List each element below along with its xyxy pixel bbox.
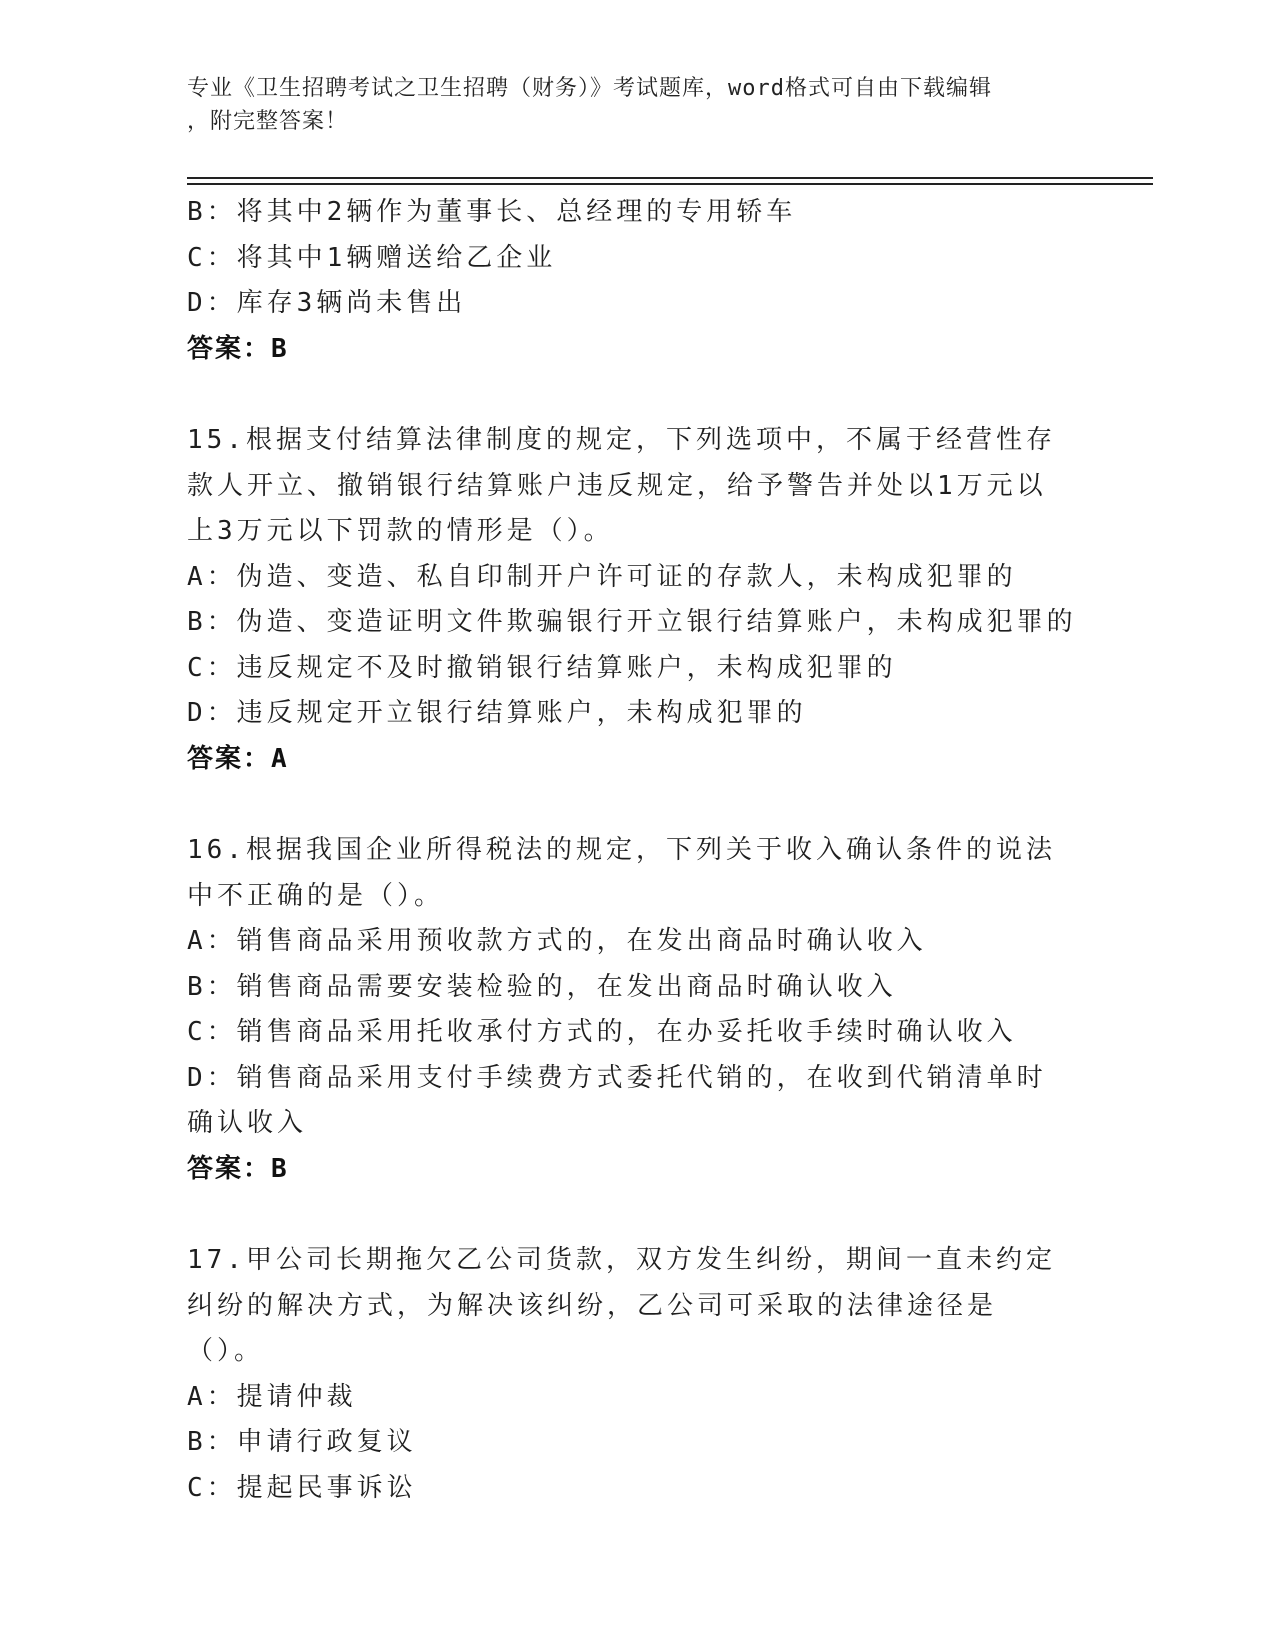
option-a: A：提请仲裁: [187, 1381, 357, 1412]
option-b: B：将其中2辆作为董事长、总经理的专用轿车: [187, 197, 797, 227]
question-list: [187, 190, 1077, 1511]
question-16: [187, 828, 1077, 1192]
option-d: D：违反规定开立银行结算账户，未构成犯罪的: [187, 698, 807, 728]
question-stem: 16.根据我国企业所得税法的规定，下列关于收入确认条件的说法中不正确的是（）。: [187, 835, 1056, 911]
answer-line: 答案：B: [187, 1153, 289, 1184]
option-d: D：库存3辆尚未售出: [187, 288, 467, 318]
option-c: C：提起民事诉讼: [187, 1472, 417, 1503]
document-header: [187, 72, 1067, 138]
question-14-continued: [187, 190, 1077, 372]
option-a: A：伪造、变造、私自印制开户许可证的存款人，未构成犯罪的: [187, 561, 1017, 592]
option-c: C：将其中1辆赠送给乙企业: [187, 242, 557, 273]
option-a: A：销售商品采用预收款方式的，在发出商品时确认收入: [187, 926, 927, 956]
option-d: D：销售商品采用支付手续费方式委托代销的，在收到代销清单时确认收入: [187, 1062, 1047, 1138]
header-rule-bottom: [187, 183, 1153, 185]
header-line-2: ，附完整答案！: [187, 109, 349, 134]
header-rule-top: [187, 177, 1153, 179]
answer-line: 答案：A: [187, 743, 289, 774]
option-b: B：伪造、变造证明文件欺骗银行开立银行结算账户，未构成犯罪的: [187, 607, 1077, 637]
answer-line: 答案：B: [187, 333, 289, 364]
option-b: B：申请行政复议: [187, 1427, 417, 1457]
question-stem: 17.甲公司长期拖欠乙公司货款，双方发生纠纷，期间一直未约定纠纷的解决方式，为解决该纠纷，乙公司可采取的法律途径是（）。: [187, 1245, 1056, 1366]
option-b: B：销售商品需要安装检验的，在发出商品时确认收入: [187, 971, 897, 1002]
question-stem: 15.根据支付结算法律制度的规定，下列选项中，不属于经营性存款人开立、撤销银行结算账户违反规定，给予警告并处以1万元以上3万元以下罚款的情形是（）。: [187, 425, 1056, 546]
option-c: C：销售商品采用托收承付方式的，在办妥托收手续时确认收入: [187, 1017, 1017, 1047]
header-line-1: 专业《卫生招聘考试之卫生招聘（财务）》考试题库，word格式可自由下载编辑: [187, 76, 992, 101]
question-15: [187, 418, 1077, 782]
option-c: C：违反规定不及时撤销银行结算账户，未构成犯罪的: [187, 652, 897, 683]
question-17: [187, 1238, 1077, 1511]
